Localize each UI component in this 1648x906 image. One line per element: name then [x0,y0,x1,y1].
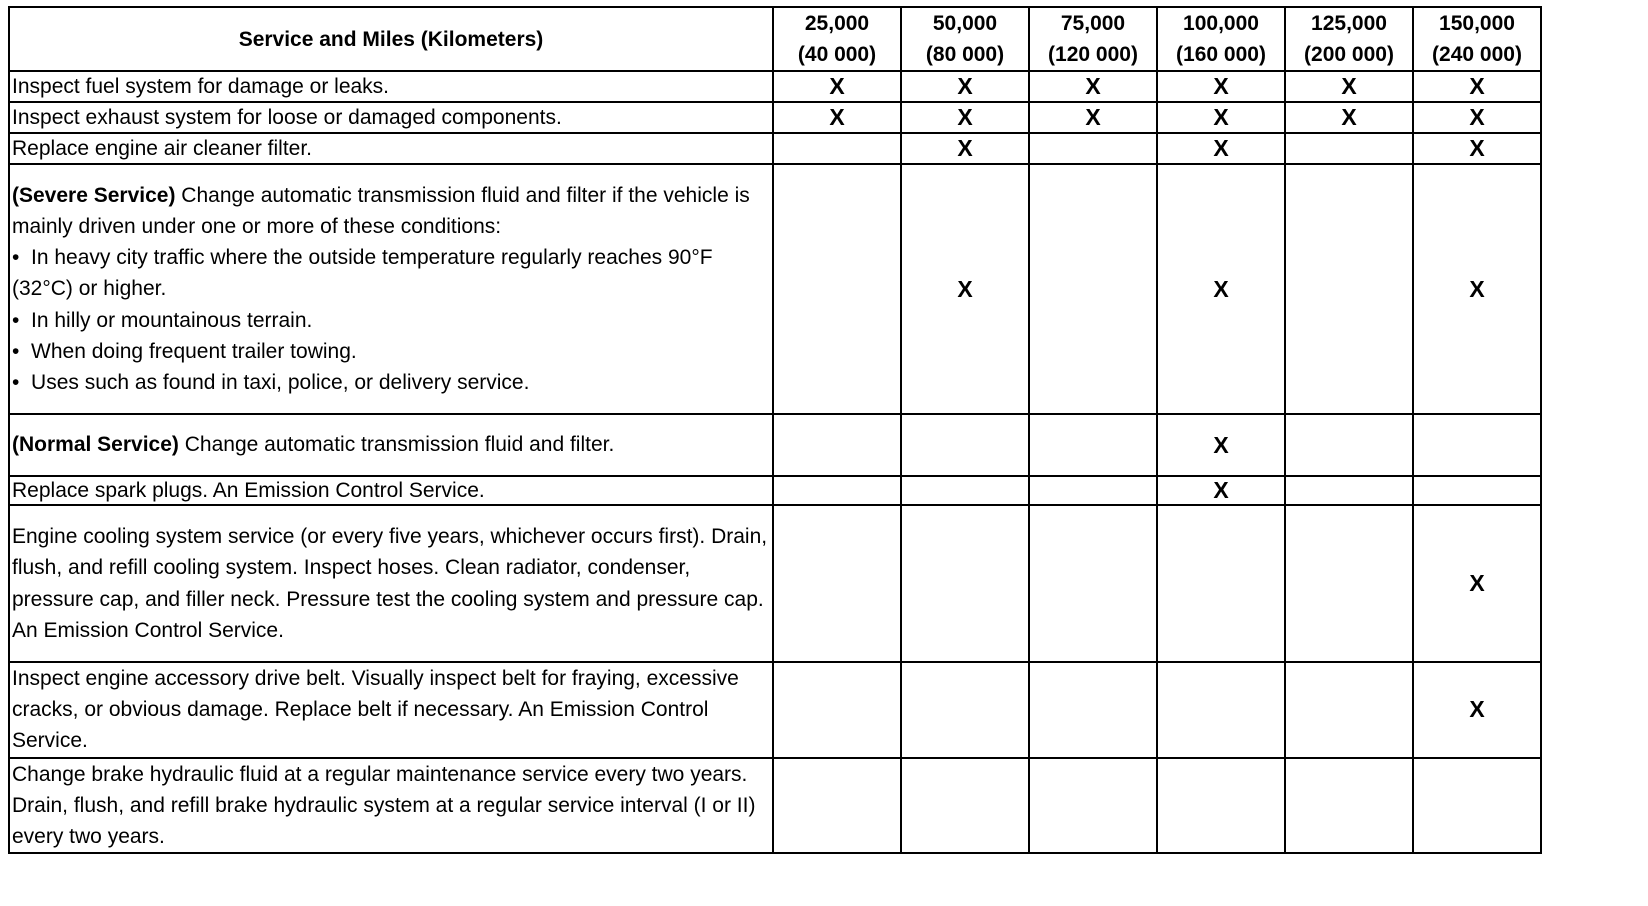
interval-km: (120 000) [1048,43,1138,66]
service-mark [1029,414,1157,476]
service-mark [773,505,901,662]
service-mark: X [1157,414,1285,476]
service-mark [1413,476,1541,505]
service-mark: X [1413,662,1541,758]
service-row-cooling-system [9,505,1541,662]
service-mark: X [901,71,1029,102]
bullet-text: Uses such as found in taxi, police, or delivery service. [31,371,530,394]
service-mark [773,662,901,758]
service-mark [901,414,1029,476]
service-description [9,505,773,662]
service-row-brake-fluid [9,758,1541,854]
service-mark [773,164,901,414]
service-mark [773,133,901,164]
service-mark [1029,164,1157,414]
service-row-drive-belt [9,662,1541,758]
service-mark: X [1157,164,1285,414]
service-mark: X [1285,102,1413,133]
service-text: Engine cooling system service (or every five years, whichever occurs first). Drain, flush, and refill cooling system. Inspect hoses. Clean radiator, condenser, pressure cap, and filler neck. Pressure test the cooling system and pressure cap. An Emission Control Service. [12,525,768,642]
maintenance-schedule-table [8,6,1542,854]
service-mark [1157,758,1285,854]
service-description [9,133,773,164]
interval-km: (160 000) [1176,43,1266,66]
service-mark [1413,414,1541,476]
service-text: Change brake hydraulic fluid at a regular maintenance service every two years. Drain, flush, and refill brake hydraulic system at a regular service interval (I or II) every two years. [12,762,756,849]
service-mark [773,414,901,476]
service-description [9,414,773,476]
interval-miles: 150,000 [1439,12,1515,35]
service-mark: X [773,102,901,133]
condition-bullet: • When doing frequent trailer towing. [12,339,357,363]
service-mark [1285,476,1413,505]
service-mark: X [1157,133,1285,164]
service-description [9,758,773,854]
service-mark [1029,133,1157,164]
service-mark: X [1157,102,1285,133]
service-mark [773,476,901,505]
service-description [9,102,773,133]
interval-header-125000 [1285,7,1413,71]
service-mark [1029,662,1157,758]
service-mark: X [1029,71,1157,102]
service-mark: X [1029,102,1157,133]
service-mark [1285,414,1413,476]
service-tag: (Severe Service) [12,183,176,207]
service-mark: X [1413,164,1541,414]
interval-km: (200 000) [1304,43,1394,66]
service-mark: X [1413,505,1541,662]
service-mark [1029,476,1157,505]
service-description [9,476,773,505]
interval-km: (80 000) [925,43,1005,66]
service-mark [1157,662,1285,758]
service-row-fuel-system [9,71,1541,102]
interval-header-100000 [1157,7,1285,71]
header-row [9,7,1541,71]
service-text: Replace engine air cleaner filter. [12,137,313,160]
service-text: Inspect exhaust system for loose or damaged components. [12,106,562,129]
service-text: Inspect fuel system for damage or leaks. [12,75,390,98]
service-mark [1413,758,1541,854]
interval-miles: 125,000 [1311,12,1387,35]
service-mark [1285,662,1413,758]
service-mark: X [1413,71,1541,102]
interval-miles: 50,000 [932,12,998,35]
service-mark: X [901,102,1029,133]
service-mark [1285,164,1413,414]
service-mark [1285,505,1413,662]
service-mark: X [773,71,901,102]
interval-header-25000 [773,7,901,71]
service-description [9,164,773,414]
service-mark [901,505,1029,662]
bullet-text: In hilly or mountainous terrain. [31,308,313,332]
service-mark [1029,505,1157,662]
service-mark: X [1413,102,1541,133]
bullet-text: When doing frequent trailer towing. [31,339,357,363]
service-text: Replace spark plugs. An Emission Control Service. [12,479,485,502]
service-row-severe-transmission [9,164,1541,414]
service-mark [901,662,1029,758]
service-mark [1157,505,1285,662]
service-mark: X [1413,133,1541,164]
condition-bullet: • In hilly or mountainous terrain. [12,308,313,332]
service-row-exhaust-system [9,102,1541,133]
interval-header-150000 [1413,7,1541,71]
service-text: Change automatic transmission fluid and filter if the vehicle is mainly driven under one or more of these conditions: [12,183,750,238]
service-row-spark-plugs [9,476,1541,505]
service-mark [1285,133,1413,164]
service-text: Inspect engine accessory drive belt. Visually inspect belt for fraying, excessive cracks, or obvious damage. Replace belt if necessary. An Emission Control Service. [12,667,739,753]
interval-miles: 75,000 [1060,12,1126,35]
interval-km: (40 000) [797,43,877,66]
service-description [9,71,773,102]
service-description [9,662,773,758]
service-mark: X [1285,71,1413,102]
service-mark [901,476,1029,505]
interval-km: (240 000) [1432,43,1522,66]
service-tag: (Normal Service) [12,433,179,457]
service-mark [901,758,1029,854]
condition-bullet: • In heavy city traffic where the outside temperature regularly reaches 90°F (32°C) or higher. [12,246,713,301]
service-mark [1285,758,1413,854]
service-miles-header: Service and Miles (Kilometers) [9,7,773,71]
service-mark [1029,758,1157,854]
service-mark: X [901,164,1029,414]
interval-header-50000 [901,7,1029,71]
service-mark: X [901,133,1029,164]
interval-header-75000 [1029,7,1157,71]
interval-miles: 100,000 [1183,12,1259,35]
service-row-air-cleaner [9,133,1541,164]
service-mark: X [1157,476,1285,505]
bullet-text: In heavy city traffic where the outside temperature regularly reaches 90°F (32°C) or higher. [12,246,713,301]
service-text: Change automatic transmission fluid and filter. [184,433,615,457]
condition-bullet: • Uses such as found in taxi, police, or delivery service. [12,371,530,394]
service-mark: X [1157,71,1285,102]
service-mark [773,758,901,854]
interval-miles: 25,000 [804,12,870,35]
service-row-normal-transmission [9,414,1541,476]
